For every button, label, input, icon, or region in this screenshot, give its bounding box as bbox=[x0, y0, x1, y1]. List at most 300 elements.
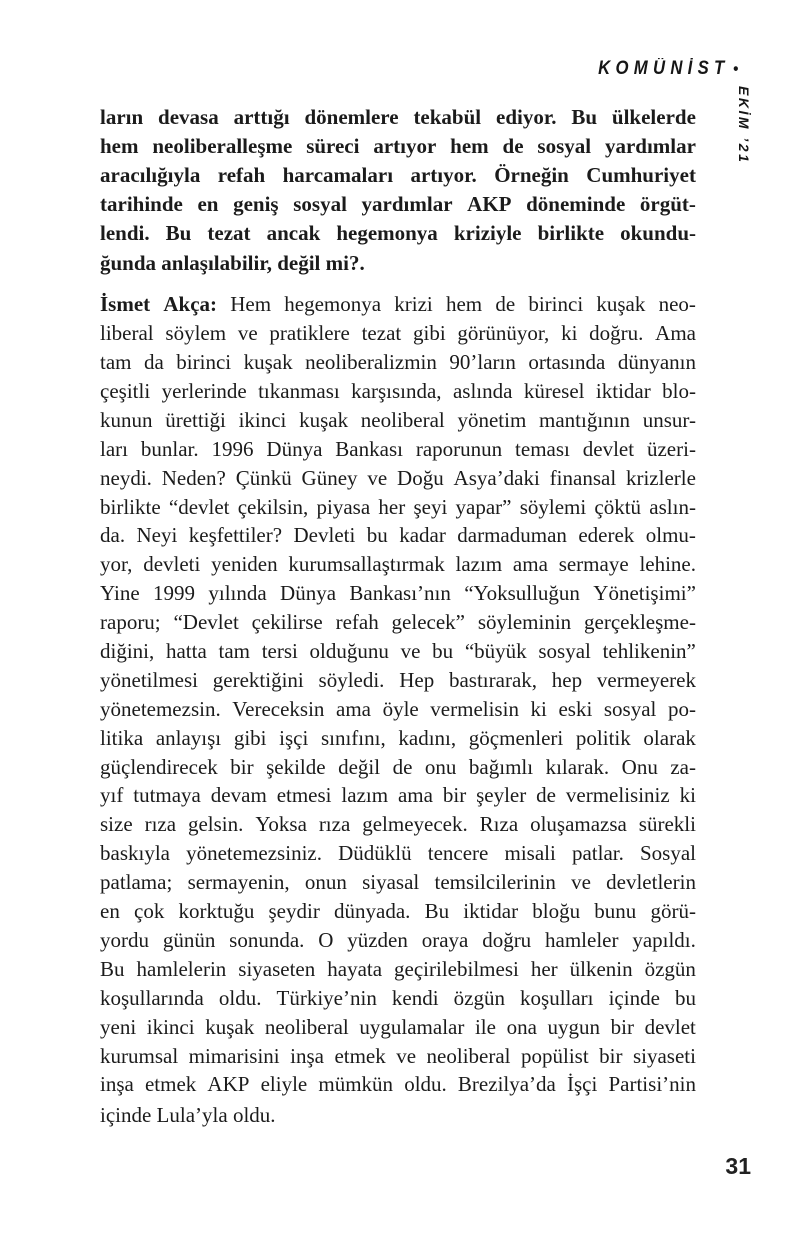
word: tutmaya bbox=[133, 783, 201, 808]
word: örgüt- bbox=[639, 191, 696, 216]
word: süreci bbox=[306, 133, 360, 158]
word: görü- bbox=[650, 899, 696, 924]
word: patlama; bbox=[100, 870, 173, 895]
text-line bbox=[100, 581, 696, 610]
word: tersi bbox=[261, 639, 298, 664]
word: baskıyla bbox=[100, 841, 170, 866]
word: değil bbox=[338, 754, 381, 779]
word: şeyler bbox=[476, 783, 527, 808]
word: çekilirse bbox=[251, 610, 323, 635]
word: Sosyal bbox=[639, 841, 696, 866]
body-text bbox=[100, 105, 696, 1130]
word: ama bbox=[397, 783, 433, 808]
word: lazım bbox=[455, 552, 503, 577]
journal-title: KOMÜNİST bbox=[597, 58, 730, 79]
word: refah bbox=[217, 162, 266, 187]
word: raporunun bbox=[415, 436, 503, 461]
text-line bbox=[100, 755, 696, 784]
word: etmek bbox=[334, 1043, 386, 1068]
word: Hem bbox=[230, 292, 272, 317]
word: finansal bbox=[549, 465, 617, 490]
word: hem bbox=[445, 292, 483, 317]
word: Onu bbox=[621, 754, 658, 779]
text-line bbox=[100, 221, 696, 250]
word: de bbox=[495, 292, 516, 317]
word: gerçekleşme- bbox=[584, 610, 696, 635]
word: ikinci bbox=[146, 1014, 195, 1039]
word: doğru. bbox=[589, 321, 644, 346]
running-head bbox=[598, 58, 738, 80]
word: neoliberalleşme bbox=[152, 133, 293, 158]
word: günün bbox=[162, 927, 216, 952]
word: kurumsal bbox=[100, 1043, 179, 1068]
word: ülkenin bbox=[569, 956, 633, 981]
paragraph bbox=[100, 105, 696, 278]
word: eliyle bbox=[260, 1072, 308, 1097]
word: artıyor. bbox=[410, 162, 477, 187]
word: oldu. bbox=[404, 1072, 447, 1097]
word: rıza bbox=[318, 812, 351, 837]
word: Rıza bbox=[479, 812, 519, 837]
word: Doğu bbox=[397, 465, 444, 490]
word: aracılığıyla bbox=[100, 162, 201, 187]
word: Vereceksin bbox=[232, 696, 325, 721]
word: dünyada. bbox=[334, 899, 411, 924]
word: uygulamalar bbox=[359, 1014, 465, 1039]
word: lendi. bbox=[100, 220, 150, 245]
word: “Yoksulluğun bbox=[464, 581, 580, 606]
text-line bbox=[100, 1015, 696, 1044]
word: sınıfını, bbox=[320, 725, 386, 750]
word: misali bbox=[504, 841, 556, 866]
word: geçirilebilmesi bbox=[394, 956, 519, 981]
word: özgün bbox=[644, 956, 696, 981]
word: yapar” bbox=[455, 494, 512, 519]
word: ama bbox=[512, 552, 548, 577]
word: de bbox=[536, 783, 556, 808]
word: bir bbox=[610, 1014, 634, 1039]
word: Yine bbox=[100, 581, 140, 606]
word: aslın- bbox=[649, 494, 696, 519]
word: neo- bbox=[658, 292, 696, 317]
word: çeşitli bbox=[100, 379, 151, 404]
word: tarihinde bbox=[100, 191, 183, 216]
word: Bankası’nın bbox=[349, 581, 451, 606]
word: hem bbox=[100, 133, 139, 158]
word: 1999 bbox=[153, 581, 196, 606]
word: çok bbox=[134, 899, 165, 924]
word: refah bbox=[335, 610, 379, 635]
word: yardımlar bbox=[361, 191, 453, 216]
word: lazım bbox=[341, 783, 389, 808]
word: devlet bbox=[644, 1014, 696, 1039]
word: blo- bbox=[662, 379, 696, 404]
word: sosyal bbox=[538, 639, 591, 664]
word: bu bbox=[432, 639, 454, 664]
word: etmek bbox=[144, 1072, 197, 1097]
text-line bbox=[100, 1101, 696, 1130]
word: “Devlet bbox=[173, 610, 239, 635]
word: inşa bbox=[290, 1043, 324, 1068]
word: hegemonya bbox=[284, 292, 382, 317]
text-line bbox=[100, 1044, 696, 1073]
word: unsur- bbox=[642, 407, 696, 432]
word: Cumhuriyet bbox=[586, 162, 696, 187]
word: da. bbox=[100, 523, 126, 548]
word: yordu bbox=[100, 927, 149, 952]
word: yapıldı. bbox=[632, 927, 696, 952]
word: krizlerle bbox=[625, 465, 696, 490]
word: piyasa bbox=[316, 494, 371, 519]
word: onu bbox=[424, 754, 457, 779]
word: po- bbox=[667, 696, 696, 721]
word: iktidar bbox=[463, 899, 519, 924]
text-line bbox=[100, 639, 696, 668]
word: gibi bbox=[233, 725, 267, 750]
word: geniş bbox=[233, 191, 279, 216]
word: Yönetişimi” bbox=[593, 581, 696, 606]
word: kriziyle bbox=[453, 220, 522, 245]
word: ediyor. bbox=[496, 105, 557, 129]
word: içinde bbox=[608, 985, 660, 1010]
word: ile bbox=[474, 1014, 496, 1039]
text-line bbox=[100, 957, 696, 986]
word: ama bbox=[336, 696, 371, 721]
word: sermayenin, bbox=[187, 870, 290, 895]
word: za- bbox=[670, 754, 696, 779]
word: yerlerinde bbox=[161, 379, 247, 404]
word: kuşak bbox=[299, 407, 349, 432]
word: politik bbox=[575, 725, 631, 750]
word: küresel bbox=[523, 379, 585, 404]
word: döneminde bbox=[526, 191, 626, 216]
word: devasa bbox=[158, 105, 219, 129]
word: Dünya bbox=[266, 436, 323, 461]
text-line bbox=[100, 523, 696, 552]
word: kendi bbox=[391, 985, 439, 1010]
word: söylemi bbox=[519, 494, 587, 519]
text-line bbox=[100, 350, 696, 379]
text-line bbox=[100, 408, 696, 437]
word: şeydir bbox=[268, 899, 320, 924]
word: hem bbox=[450, 133, 489, 158]
word: AKP bbox=[207, 1072, 250, 1097]
text-line bbox=[100, 379, 696, 408]
word: mantığının bbox=[539, 407, 630, 432]
word: Bu bbox=[165, 220, 192, 245]
word: iktidar bbox=[595, 379, 651, 404]
word: en bbox=[197, 191, 219, 216]
word: gerektiğini bbox=[212, 667, 304, 692]
word: Çünkü bbox=[235, 465, 292, 490]
word: dönemlere bbox=[304, 105, 399, 129]
word: tezat bbox=[361, 321, 402, 346]
word: kunun bbox=[100, 407, 153, 432]
word: tekabül bbox=[413, 105, 482, 129]
text-line bbox=[100, 134, 696, 163]
word: yönetilmesi bbox=[100, 667, 198, 692]
word: bağımlı bbox=[468, 754, 534, 779]
word: harcamaları bbox=[282, 162, 394, 187]
word: hep bbox=[551, 667, 583, 692]
text-line bbox=[100, 812, 696, 841]
paragraph bbox=[100, 292, 696, 1130]
word: İşçi bbox=[567, 1072, 598, 1097]
word: koşulları bbox=[520, 985, 594, 1010]
word: Devleti bbox=[293, 523, 356, 548]
word: bunu bbox=[594, 899, 637, 924]
text-line bbox=[100, 726, 696, 755]
word: ortasında bbox=[528, 350, 606, 375]
word: okundu- bbox=[620, 220, 696, 245]
word: ona bbox=[506, 1014, 537, 1039]
word: olduğunu bbox=[309, 639, 389, 664]
word: popülist bbox=[521, 1043, 589, 1068]
word: çöktü bbox=[594, 494, 642, 519]
word: üzeri- bbox=[646, 436, 696, 461]
word: sonunda. bbox=[229, 927, 305, 952]
word: Hep bbox=[399, 667, 435, 692]
word: anlayışı bbox=[155, 725, 222, 750]
word: şeyi bbox=[413, 494, 448, 519]
word: size bbox=[100, 812, 133, 837]
word: şekilde bbox=[266, 754, 326, 779]
word: tıkanması bbox=[258, 379, 340, 404]
word: gibi bbox=[412, 321, 446, 346]
text-line bbox=[100, 105, 696, 134]
word: tezat bbox=[207, 220, 251, 245]
issue-label-vertical: EKİM ’21 bbox=[736, 86, 752, 165]
word: artıyor bbox=[373, 133, 437, 158]
word: İsmet bbox=[100, 292, 151, 317]
word: uygun bbox=[547, 1014, 601, 1039]
word: yılında bbox=[208, 581, 267, 606]
word: göçmenleri bbox=[468, 725, 564, 750]
word: yeniden bbox=[211, 552, 278, 577]
word: kadını, bbox=[398, 725, 457, 750]
word: kuşak bbox=[205, 1014, 255, 1039]
word: bu bbox=[674, 985, 696, 1010]
word: bloğu bbox=[532, 899, 581, 924]
word: 90’ların bbox=[449, 350, 516, 375]
word: birlikte bbox=[100, 494, 161, 519]
word: Ama bbox=[655, 321, 696, 346]
word: özgün bbox=[453, 985, 505, 1010]
word: Brezilya’da bbox=[457, 1072, 556, 1097]
page-number: 31 bbox=[725, 1153, 751, 1179]
word: rıza bbox=[144, 812, 177, 837]
word: neoliberal bbox=[264, 1014, 349, 1039]
word: AKP bbox=[467, 191, 512, 216]
word: keşfettiler? bbox=[188, 523, 283, 548]
word: siyasal bbox=[362, 870, 420, 895]
word: sermaye bbox=[558, 552, 629, 577]
word: ları bbox=[100, 436, 128, 461]
word: olmu- bbox=[645, 523, 696, 548]
text-line bbox=[100, 610, 696, 639]
word: doğru bbox=[482, 927, 532, 952]
word: aslında bbox=[452, 379, 513, 404]
word: sosyal bbox=[537, 133, 592, 158]
word: güçlendirecek bbox=[100, 754, 218, 779]
word: olarak bbox=[643, 725, 696, 750]
word: raporu; bbox=[100, 610, 161, 635]
word: yönetim bbox=[457, 407, 527, 432]
word: yıf bbox=[100, 783, 124, 808]
text-line bbox=[100, 899, 696, 928]
word: litika bbox=[100, 725, 144, 750]
word: bir bbox=[442, 783, 467, 808]
word: her bbox=[530, 956, 558, 981]
word: ların bbox=[100, 105, 144, 129]
word: neoliberal bbox=[426, 1043, 511, 1068]
word: ülkelerde bbox=[611, 105, 696, 129]
word: Türkiye’nin bbox=[276, 985, 377, 1010]
word: de bbox=[392, 754, 413, 779]
word: çekilsin, bbox=[237, 494, 309, 519]
word: devlet bbox=[582, 436, 635, 461]
word: diğini, bbox=[100, 639, 155, 664]
text-line bbox=[100, 1072, 696, 1101]
word: Bu bbox=[571, 105, 598, 129]
word: pratiklere bbox=[269, 321, 350, 346]
word: eski bbox=[558, 696, 593, 721]
word: ikinci bbox=[238, 407, 287, 432]
word: ve bbox=[400, 639, 421, 664]
word: devam bbox=[210, 783, 267, 808]
word: kurumsallaştırmak bbox=[288, 552, 445, 577]
word: “devlet bbox=[168, 494, 230, 519]
word: bunlar. bbox=[140, 436, 199, 461]
word: vermelisiniz bbox=[565, 783, 670, 808]
text-line bbox=[100, 163, 696, 192]
word: Akça: bbox=[163, 292, 218, 317]
word: devleti bbox=[143, 552, 201, 577]
word: bir bbox=[599, 1043, 623, 1068]
word: da bbox=[143, 350, 164, 375]
text-line bbox=[100, 192, 696, 221]
word: sürekli bbox=[638, 812, 696, 837]
header-bullet-icon: • bbox=[732, 59, 738, 78]
word: öyle bbox=[382, 696, 419, 721]
word: bu bbox=[366, 523, 388, 548]
word: dünyanın bbox=[617, 350, 696, 375]
word: oluşamazsa bbox=[530, 812, 627, 837]
word: söyledi. bbox=[318, 667, 385, 692]
word: yönetemezsin. bbox=[100, 696, 221, 721]
word: yardımlar bbox=[604, 133, 696, 158]
word: kadar bbox=[399, 523, 446, 548]
text-line bbox=[100, 466, 696, 495]
word: siyaseten bbox=[238, 956, 316, 981]
word: onun bbox=[304, 870, 347, 895]
word: ki bbox=[530, 696, 547, 721]
word: ve bbox=[571, 870, 591, 895]
word: ki bbox=[679, 783, 696, 808]
word: tencere bbox=[427, 841, 489, 866]
text-line bbox=[100, 668, 696, 697]
word: gelsin. bbox=[187, 812, 244, 837]
word: söylem bbox=[165, 321, 227, 346]
word: neydi. bbox=[100, 465, 152, 490]
word: hamleler bbox=[545, 927, 619, 952]
text-line bbox=[100, 928, 696, 957]
word: Bankası bbox=[335, 436, 403, 461]
word: oraya bbox=[421, 927, 469, 952]
text-segment: ğunda anlaşılabilir, değil mi?. bbox=[100, 251, 365, 276]
word: tam bbox=[100, 350, 132, 375]
word: arttığı bbox=[233, 105, 290, 129]
word: ve bbox=[237, 321, 258, 346]
word: görünüyor, bbox=[457, 321, 550, 346]
word: patlar. bbox=[571, 841, 624, 866]
word: mimarisini bbox=[188, 1043, 280, 1068]
word: hegemonya bbox=[336, 220, 438, 245]
word: Güney bbox=[301, 465, 358, 490]
text-line bbox=[100, 697, 696, 726]
text-line bbox=[100, 437, 696, 466]
word: etmesi bbox=[276, 783, 332, 808]
text-line bbox=[100, 249, 696, 278]
word: Örneğin bbox=[494, 162, 569, 187]
word: liberal bbox=[100, 321, 154, 346]
word: işçi bbox=[279, 725, 309, 750]
word: Bu bbox=[100, 956, 125, 981]
word: tam bbox=[218, 639, 250, 664]
word: neoliberalizmin bbox=[305, 350, 437, 375]
text-line bbox=[100, 552, 696, 581]
word: karşısında, bbox=[351, 379, 442, 404]
word: sosyal bbox=[293, 191, 347, 216]
word: temsilcilerinin bbox=[434, 870, 556, 895]
word: birlikte bbox=[537, 220, 605, 245]
word: vermeyerek bbox=[596, 667, 696, 692]
word: yeni bbox=[100, 1014, 137, 1039]
word: koşullarında bbox=[100, 985, 204, 1010]
word: siyaseti bbox=[632, 1043, 696, 1068]
word: Düdüklü bbox=[338, 841, 412, 866]
word: sosyal bbox=[603, 696, 657, 721]
word: oldu. bbox=[218, 985, 262, 1010]
word: korktuğu bbox=[178, 899, 255, 924]
word: Neden? bbox=[161, 465, 226, 490]
word: Neyi bbox=[136, 523, 178, 548]
word: ki bbox=[561, 321, 578, 346]
word: devletlerin bbox=[606, 870, 696, 895]
word: O bbox=[318, 927, 334, 952]
word: en bbox=[100, 899, 120, 924]
word: yönetemezsiniz. bbox=[186, 841, 322, 866]
word: Yoksa bbox=[255, 812, 307, 837]
word: tehlikenin” bbox=[602, 639, 696, 664]
word: teması bbox=[515, 436, 570, 461]
word: birinci bbox=[528, 292, 584, 317]
word: “büyük bbox=[464, 639, 527, 664]
word: vermelisin bbox=[430, 696, 519, 721]
word: Bu bbox=[424, 899, 450, 924]
word: ve bbox=[396, 1043, 417, 1068]
word: mümkün bbox=[318, 1072, 394, 1097]
word: ancak bbox=[266, 220, 321, 245]
word: ve bbox=[367, 465, 388, 490]
word: kılarak. bbox=[545, 754, 610, 779]
word: gelecek” bbox=[391, 610, 465, 635]
word: bastırarak, bbox=[448, 667, 538, 692]
word: yor, bbox=[100, 552, 133, 577]
word: her bbox=[378, 494, 406, 519]
word: de bbox=[502, 133, 524, 158]
text-line bbox=[100, 841, 696, 870]
